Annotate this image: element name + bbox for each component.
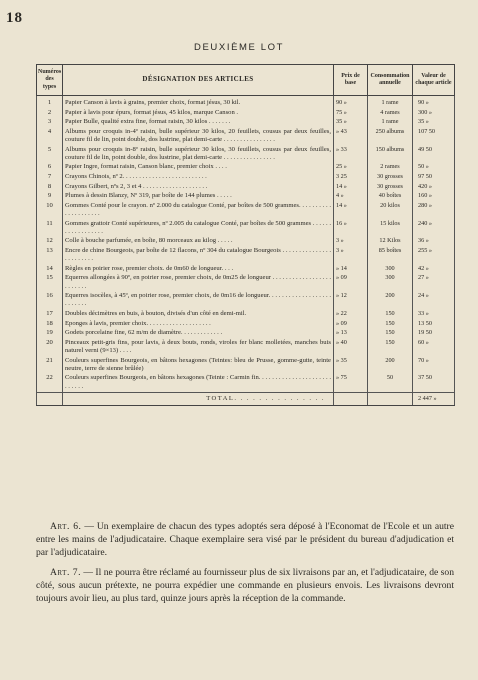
table-row bbox=[37, 118, 455, 128]
row-prix: » 09 bbox=[334, 274, 368, 292]
articles-section bbox=[36, 520, 454, 611]
row-designation: Crayons Chinois, nº 2. . . . . . . . . . . . . . . . . . . . . . . . . . bbox=[63, 173, 334, 183]
row-prix: 3 » bbox=[334, 237, 368, 247]
table-row bbox=[37, 128, 455, 146]
row-valeur: 255 » bbox=[413, 247, 455, 265]
total-label: TOTAL. . . . . . . . . . . . . . . bbox=[63, 393, 334, 406]
row-valeur: 420 » bbox=[413, 183, 455, 193]
row-number: 3 bbox=[37, 118, 63, 128]
row-consommation: 30 grosses bbox=[368, 173, 413, 183]
article-7-label: Art. 7. bbox=[50, 566, 81, 578]
row-consommation: 300 bbox=[368, 274, 413, 292]
table-row bbox=[37, 146, 455, 164]
table-row bbox=[37, 357, 455, 375]
row-number: 14 bbox=[37, 265, 63, 275]
row-consommation: 15 kilos bbox=[368, 220, 413, 238]
row-designation: Pinceaux petit-gris fins, pour lavis, à deux bouts, ronds, viroles fer blanc molletées, manches buis naturel verni (9×13) . . . . bbox=[63, 339, 334, 357]
row-designation: Eponges à lavis, premier choix. . . . . . . . . . . . . . . . . . . . bbox=[63, 320, 334, 330]
row-consommation: 150 bbox=[368, 339, 413, 357]
row-number: 22 bbox=[37, 374, 63, 392]
row-consommation: 4 rames bbox=[368, 109, 413, 119]
row-consommation: 40 boîtes bbox=[368, 192, 413, 202]
article-6 bbox=[36, 520, 454, 560]
row-designation: Couleurs superfines Bourgeois, en bâtons hexagones (Teintes: bleu de Prusse, gomme-gutte, teinte neutre, terre de sienne brûlée) bbox=[63, 357, 334, 375]
row-valeur: 13 50 bbox=[413, 320, 455, 330]
row-prix: » 75 bbox=[334, 374, 368, 392]
row-valeur: 240 » bbox=[413, 220, 455, 238]
row-prix: » 35 bbox=[334, 357, 368, 375]
row-consommation: 200 bbox=[368, 292, 413, 310]
row-prix: 16 » bbox=[334, 220, 368, 238]
row-valeur: 50 » bbox=[413, 163, 455, 173]
row-prix: 25 » bbox=[334, 163, 368, 173]
table-row bbox=[37, 292, 455, 310]
row-prix: » 13 bbox=[334, 329, 368, 339]
article-6-label: Art. 6. bbox=[50, 521, 82, 532]
row-valeur: 280 » bbox=[413, 202, 455, 220]
row-consommation: 20 kilos bbox=[368, 202, 413, 220]
row-number: 11 bbox=[37, 220, 63, 238]
row-designation: Equerres allongées à 90º, en poirier rose, premier choix, de 0m25 de longueur . . . . . . . . . . . . . . . . . . . . . . . . . bbox=[63, 274, 334, 292]
row-valeur: 107 50 bbox=[413, 128, 455, 146]
row-valeur: 160 » bbox=[413, 192, 455, 202]
row-consommation: 1 rame bbox=[368, 118, 413, 128]
row-designation: Règles en poirier rose, premier choix. de 0m60 de longueur. . . . bbox=[63, 265, 334, 275]
row-number: 6 bbox=[37, 163, 63, 173]
row-prix: » 22 bbox=[334, 310, 368, 320]
row-prix: » 14 bbox=[334, 265, 368, 275]
row-valeur: 24 » bbox=[413, 292, 455, 310]
row-number: 21 bbox=[37, 357, 63, 375]
row-prix: 3 » bbox=[334, 247, 368, 265]
page-number: 18 bbox=[6, 10, 23, 26]
row-number: 12 bbox=[37, 237, 63, 247]
article-7-text: — Il ne pourra être réclamé au fournisseur plus de six livraisons par an, et l'adjudicataire, de son côté, sous aucun prétexte, ne pourra expédier une commande en plusieurs envois. Les livraisons devront toujours avoir lieu, au plus tard, quinze jours après la réception de la commande. bbox=[36, 566, 455, 605]
total-empty-cell bbox=[368, 393, 413, 406]
row-number: 17 bbox=[37, 310, 63, 320]
total-row bbox=[37, 393, 455, 406]
row-valeur: 90 » bbox=[413, 96, 455, 109]
row-designation: Plumes à dessin Blanzy, Nº 319, par boîte de 144 plumes . . . . . bbox=[63, 192, 334, 202]
header-numero: Numéros des types bbox=[37, 65, 63, 96]
row-designation: Godets porcelaine fine, 62 m/m de diamètre. . . . . . . . . . . . . bbox=[63, 329, 334, 339]
row-consommation: 300 bbox=[368, 265, 413, 275]
row-valeur: 37 50 bbox=[413, 374, 455, 392]
header-consommation: Consommation annuelle bbox=[368, 65, 413, 96]
row-number: 19 bbox=[37, 329, 63, 339]
row-prix: 14 » bbox=[334, 202, 368, 220]
table-row bbox=[37, 320, 455, 330]
table-row bbox=[37, 220, 455, 238]
row-number: 7 bbox=[37, 173, 63, 183]
row-valeur: 60 » bbox=[413, 339, 455, 357]
header-designation: DÉSIGNATION DES ARTICLES bbox=[63, 65, 334, 96]
row-prix: 35 » bbox=[334, 118, 368, 128]
row-valeur: 70 » bbox=[413, 357, 455, 375]
row-consommation: 150 albums bbox=[368, 146, 413, 164]
row-valeur: 19 50 bbox=[413, 329, 455, 339]
table-row bbox=[37, 310, 455, 320]
row-prix: » 40 bbox=[334, 339, 368, 357]
table-row bbox=[37, 265, 455, 275]
row-prix: 4 » bbox=[334, 192, 368, 202]
row-prix: » 09 bbox=[334, 320, 368, 330]
row-consommation: 1 rame bbox=[368, 96, 413, 109]
table-row bbox=[37, 163, 455, 173]
table-body bbox=[37, 96, 455, 393]
row-designation: Encre de chine Bourgeois, par boîte de 12 flacons, nº 304 du catalogue Bourgeois . . . . . . . . . . . . . . . . . . . . . . . . bbox=[63, 247, 334, 265]
row-designation: Papier Bulle, qualité extra fine, format raisin, 30 kilos . . . . . . . bbox=[63, 118, 334, 128]
row-prix: » 33 bbox=[334, 146, 368, 164]
table-row bbox=[37, 274, 455, 292]
table-row bbox=[37, 374, 455, 392]
lot-title: DEUXIÈME LOT bbox=[194, 42, 284, 53]
table-row bbox=[37, 96, 455, 109]
table-row bbox=[37, 237, 455, 247]
row-number: 4 bbox=[37, 128, 63, 146]
row-designation: Gommes Conté pour le crayon. nº 2.000 du catalogue Conté, par boîtes de 500 grammes. . . . . . . . . . . . . . . . . . . . . bbox=[63, 202, 334, 220]
row-valeur: 300 » bbox=[413, 109, 455, 119]
row-number: 1 bbox=[37, 96, 63, 109]
row-consommation: 150 bbox=[368, 320, 413, 330]
row-designation: Papier Canson à lavis à grains, premier choix, format jésus, 30 kil. bbox=[63, 96, 334, 109]
article-6-text: — Un exemplaire de chacun des types adoptés sera déposé à l'Economat de l'Ecole et un autre entre les mains de l'adjudicataire. Chaque exemplaire sera visé par le président du bureau d'adjudication et par l'adjudicataire. bbox=[36, 521, 454, 559]
row-consommation: 50 bbox=[368, 374, 413, 392]
row-number: 13 bbox=[37, 247, 63, 265]
row-prix: » 12 bbox=[334, 292, 368, 310]
row-consommation: 85 boîtes bbox=[368, 247, 413, 265]
row-number: 8 bbox=[37, 183, 63, 193]
row-designation: Papier Ingre, format raisin, Canson blanc, premier choix . . . . bbox=[63, 163, 334, 173]
row-designation: Crayons Gilbert, nºs 2, 3 et 4 . . . . . . . . . . . . . . . . . . . . bbox=[63, 183, 334, 193]
row-valeur: 36 » bbox=[413, 237, 455, 247]
table-row bbox=[37, 109, 455, 119]
table-row bbox=[37, 247, 455, 265]
row-consommation: 12 Kilos bbox=[368, 237, 413, 247]
row-number: 5 bbox=[37, 146, 63, 164]
row-designation: Couleurs superfines Bourgeois, en bâtons hexagones (Teinte : Carmin fin. . . . . . . . . . . . . . . . . . . . . . . . . . . . bbox=[63, 374, 334, 392]
row-designation: Colle à bouche parfumée, en boîte, 80 morceaux au kilog . . . . . bbox=[63, 237, 334, 247]
table-row bbox=[37, 202, 455, 220]
row-valeur: 42 » bbox=[413, 265, 455, 275]
row-number: 10 bbox=[37, 202, 63, 220]
row-valeur: 27 » bbox=[413, 274, 455, 292]
row-prix: 90 » bbox=[334, 96, 368, 109]
row-valeur: 33 » bbox=[413, 310, 455, 320]
total-empty-cell bbox=[37, 393, 63, 406]
table-header-row bbox=[37, 65, 455, 96]
row-designation: Albums pour croquis in-8º raisin, bulle supérieur 30 kilos, 30 feuillets, cousus par deux feuilles, couture fil de lin, point double, dos lustrine, plat demi-carte . . . . . . . . . . . . . . . . bbox=[63, 146, 334, 164]
row-consommation: 250 albums bbox=[368, 128, 413, 146]
row-designation: Gommes grattoir Conté supérieures, nº 2.005 du catalogue Conté, par boîtes de 500 grammes . . . . . . . . . . . . . . . . . . bbox=[63, 220, 334, 238]
articles-table bbox=[36, 64, 455, 406]
header-prix: Prix de base bbox=[334, 65, 368, 96]
row-number: 15 bbox=[37, 274, 63, 292]
row-valeur: 97 50 bbox=[413, 173, 455, 183]
row-number: 20 bbox=[37, 339, 63, 357]
row-valeur: 35 » bbox=[413, 118, 455, 128]
row-designation: Papier à lavis pour épurs, format jésus, 45 kilos, marque Canson . bbox=[63, 109, 334, 119]
table-row bbox=[37, 173, 455, 183]
article-7 bbox=[36, 566, 454, 606]
row-prix: 75 » bbox=[334, 109, 368, 119]
header-valeur: Valeur de chaque article bbox=[413, 65, 455, 96]
table-row bbox=[37, 329, 455, 339]
total-value: 2 447 » bbox=[413, 393, 455, 406]
row-prix: 14 » bbox=[334, 183, 368, 193]
row-consommation: 150 bbox=[368, 310, 413, 320]
row-number: 2 bbox=[37, 109, 63, 119]
row-designation: Equerres isocèles, à 45º, en poirier rose, premier choix, de 0m16 de longueur. . . . . . . . . . . . . . . . . . . . . . . . . . bbox=[63, 292, 334, 310]
row-consommation: 30 grosses bbox=[368, 183, 413, 193]
row-prix: 3 25 bbox=[334, 173, 368, 183]
row-consommation: 150 bbox=[368, 329, 413, 339]
row-number: 18 bbox=[37, 320, 63, 330]
row-designation: Albums pour croquis in-4º raisin, bulle supérieur 30 kilos, 20 feuillets, cousus par deux feuilles, couture fil de lin, point double, dos lustrine, plat demi-carte . . . . . . . . . . . . . . . . bbox=[63, 128, 334, 146]
table-row bbox=[37, 192, 455, 202]
row-consommation: 200 bbox=[368, 357, 413, 375]
row-number: 16 bbox=[37, 292, 63, 310]
row-prix: » 43 bbox=[334, 128, 368, 146]
row-number: 9 bbox=[37, 192, 63, 202]
row-valeur: 49 50 bbox=[413, 146, 455, 164]
row-designation: Doubles décimètres en buis, à bouton, divisés d'un côté en demi-mil. bbox=[63, 310, 334, 320]
table-row bbox=[37, 339, 455, 357]
total-empty-cell bbox=[334, 393, 368, 406]
row-consommation: 2 rames bbox=[368, 163, 413, 173]
table-row bbox=[37, 183, 455, 193]
